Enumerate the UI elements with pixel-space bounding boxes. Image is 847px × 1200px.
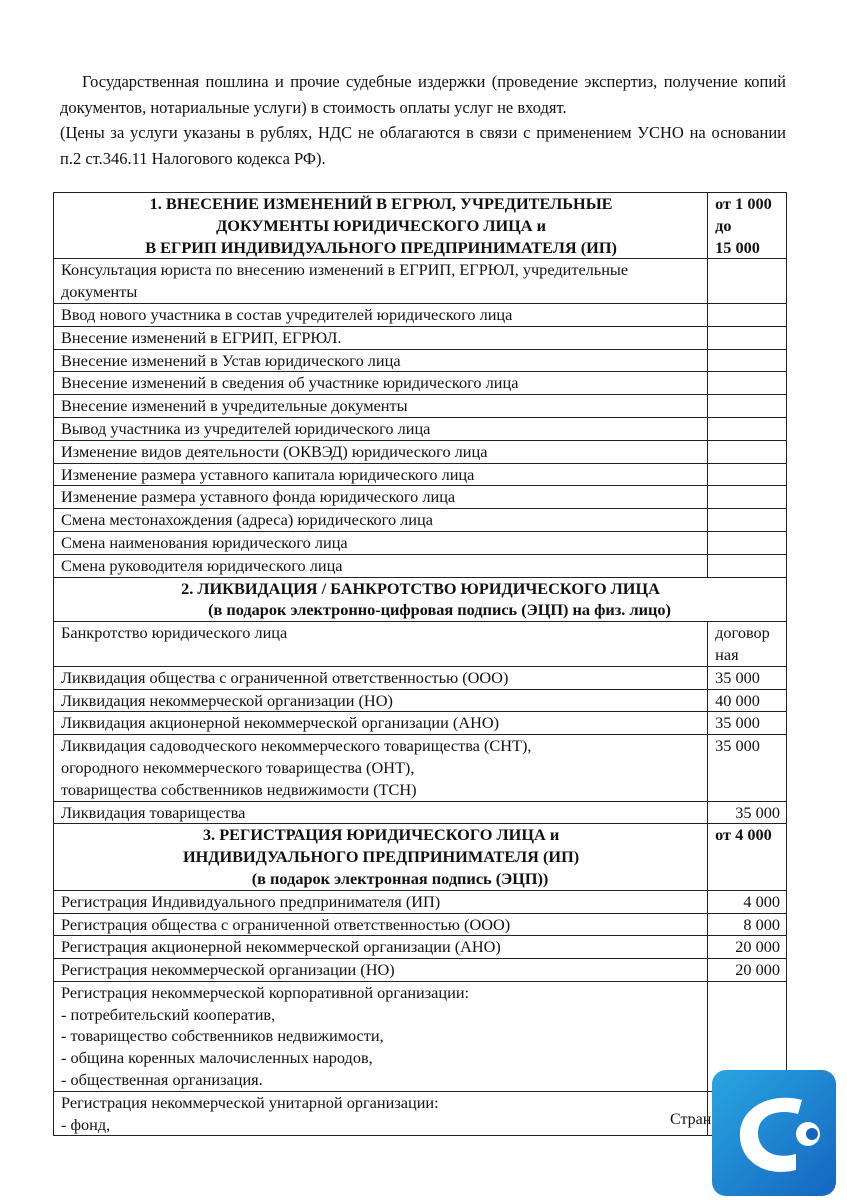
intro-text [60,69,786,171]
table-row [54,486,787,509]
service-name: Ликвидация некоммерческой организации (НО) [54,689,708,712]
service-price: 20 000 [708,959,787,982]
table-row [54,936,787,959]
service-name: Вывод участника из учредителей юридического лица [54,417,708,440]
service-name: Изменение видов деятельности (ОКВЭД) юридического лица [54,440,708,463]
service-name: Внесение изменений в учредительные документы [54,395,708,418]
service-name: Смена наименования юридического лица [54,531,708,554]
table-row [54,735,787,801]
table-row [54,554,787,577]
price-table [53,192,787,1136]
table-row [54,326,787,349]
service-price: договор ная [708,622,787,667]
table-row [54,801,787,824]
service-price [708,372,787,395]
service-price: 35 000 [708,666,787,689]
section-title: 2. ЛИКВИДАЦИЯ / БАНКРОТСТВО ЮРИДИЧЕСКОГО ЛИЦА (в подарок электронно-цифровая подпись (ЭЦП) на физ. лицо) [54,577,787,622]
service-name: Внесение изменений в ЕГРИП, ЕГРЮЛ. [54,326,708,349]
service-price [708,259,787,304]
table-row [54,372,787,395]
service-price [708,349,787,372]
service-name: Изменение размера уставного фонда юридического лица [54,486,708,509]
service-name: Смена местонахождения (адреса) юридического лица [54,509,708,532]
service-price [708,395,787,418]
table-row [54,531,787,554]
service-price [708,326,787,349]
table-row [54,349,787,372]
service-price [708,509,787,532]
service-price [708,303,787,326]
service-price: 40 000 [708,689,787,712]
service-price: 35 000 [708,712,787,735]
section-header [54,824,787,890]
service-name: Смена руководителя юридического лица [54,554,708,577]
service-name: Ликвидация садоводческого некоммерческого товарищества (СНТ), огородного некоммерческого товарищества (ОНТ), товарищества собственников недвижимости (ТСН) [54,735,708,801]
service-price [708,463,787,486]
table-row [54,417,787,440]
section-header [54,193,787,259]
table-row [54,981,787,1091]
section-price: от 4 000 [708,824,787,890]
table-row [54,622,787,667]
service-name: Ввод нового участника в состав учредителей юридического лица [54,303,708,326]
table-row [54,666,787,689]
service-name: Внесение изменений в Устав юридического лица [54,349,708,372]
service-name: Регистрация акционерной некоммерческой организации (АНО) [54,936,708,959]
intro-paragraph-2: (Цены за услуги указаны в рублях, НДС не облагаются в связи с применением УСНО на основании п.2 ст.346.11 Налогового кодекса РФ). [60,123,786,168]
table-row [54,913,787,936]
page-number-label: Стран [670,1111,712,1128]
service-name: Регистрация общества с ограниченной ответственностью (ООО) [54,913,708,936]
service-price: 35 000 [708,801,787,824]
table-row [54,712,787,735]
service-name: Регистрация некоммерческой унитарной организации: - фонд, [54,1091,708,1136]
table-row [54,395,787,418]
service-name: Ликвидация товарищества [54,801,708,824]
section-title: 3. РЕГИСТРАЦИЯ ЮРИДИЧЕСКОГО ЛИЦА и ИНДИВИДУАЛЬНОГО ПРЕДПРИНИМАТЕЛЯ (ИП) (в подарок электронная подпись (ЭЦП)) [54,824,708,890]
service-price: 20 000 [708,936,787,959]
section-price: от 1 000 до 15 000 [708,193,787,259]
table-row [54,959,787,982]
service-price: 8 000 [708,913,787,936]
section-header [54,577,787,622]
service-price: 4 000 [708,890,787,913]
service-price: 35 000 [708,735,787,801]
table-row [54,259,787,304]
company-logo-icon [712,1070,836,1196]
service-name: Регистрация некоммерческой организации (НО) [54,959,708,982]
table-row [54,509,787,532]
table-row [54,463,787,486]
service-name: Ликвидация акционерной некоммерческой организации (АНО) [54,712,708,735]
table-row [54,689,787,712]
table-row [54,303,787,326]
section-title: 1. ВНЕСЕНИЕ ИЗМЕНЕНИЙ В ЕГРЮЛ, УЧРЕДИТЕЛЬНЫЕ ДОКУМЕНТЫ ЮРИДИЧЕСКОГО ЛИЦА и В ЕГРИП ИНДИВИДУАЛЬНОГО ПРЕДПРИНИМАТЕЛЯ (ИП) [54,193,708,259]
service-name: Ликвидация общества с ограниченной ответственностью (ООО) [54,666,708,689]
table-row [54,440,787,463]
service-price [708,531,787,554]
service-price [708,440,787,463]
intro-paragraph-1: Государственная пошлина и прочие судебные издержки (проведение экспертиз, получение копий документов, нотариальные услуги) в стоимость оплаты услуг не входят. [60,72,786,117]
table-row [54,890,787,913]
service-price [708,417,787,440]
service-name: Регистрация некоммерческой корпоративной организации: - потребительский кооператив, - товарищество собственников недвижимости, - община коренных малочисленных народов, - общественная организация. [54,981,708,1091]
service-name: Регистрация Индивидуального предпринимателя (ИП) [54,890,708,913]
service-name: Изменение размера уставного капитала юридического лица [54,463,708,486]
service-price [708,554,787,577]
service-name: Банкротство юридического лица [54,622,708,667]
service-name: Консультация юриста по внесению изменений в ЕГРИП, ЕГРЮЛ, учредительные документы [54,259,708,304]
service-name: Внесение изменений в сведения об участнике юридического лица [54,372,708,395]
service-price [708,486,787,509]
